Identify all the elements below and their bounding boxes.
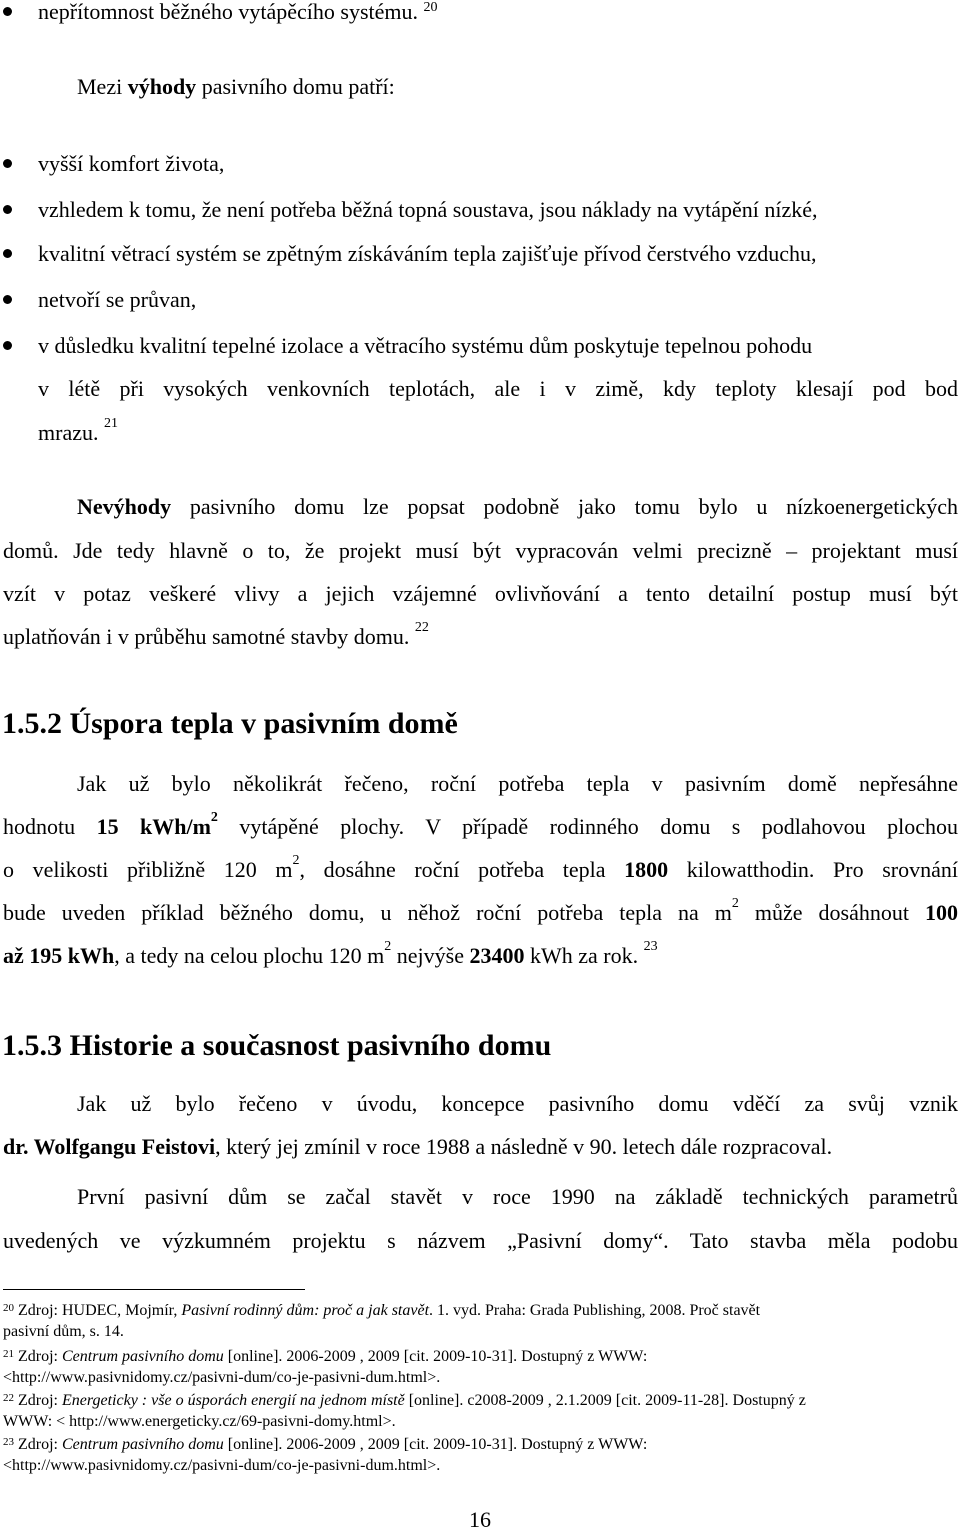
footnote-ref: 23 (643, 939, 658, 954)
list-item-text: v důsledku kvalitní tepelné izolace a větracího systému dům poskytuje tepelnou pohodu (38, 333, 813, 358)
list-item-text: vzhledem k tomu, že není potřeba běžná topná soustava, jsou náklady na vytápění nízké, (38, 197, 818, 222)
bullet-icon (3, 341, 12, 350)
footnote-23: $^{23}$ Zdroj: Centrum pasivního domu [online]. 2006-2009 , 2009 [cit. 2009-10-31]. Dostupný z WWW: <http://www.pasivnidomy.cz/pasivni-dum/co-je-pasivni-dum.html>. (3, 1436, 648, 1474)
footnote-ref: 21 (103, 416, 118, 431)
advantages-intro: Mezi výhody pasivního domu patří: (77, 74, 395, 99)
list-item-continuation: v létě při vysokých venkovních teplotách, ale i v zimě, kdy teploty klesají pod bod (38, 376, 958, 401)
bullet-icon (3, 159, 12, 168)
list-item-text: kvalitní větrací systém se zpětným získáváním tepla zajišťuje přívod čerstvého vzduchu, (38, 241, 817, 266)
bullet-icon (3, 295, 12, 304)
list-item-text: netvoří se průvan, (38, 287, 197, 312)
footnote-divider (3, 1289, 305, 1290)
list-item-text: nepřítomnost běžného vytápěcího systému. $^{20}$ (38, 0, 438, 24)
list-item-continuation: mrazu. $^{21}$ (38, 416, 118, 445)
section-heading: 1.5.3 Historie a současnost pasivního domu (2, 1029, 552, 1062)
footnote-22: $^{22}$ Zdroj: Energeticky : vše o úsporách energií na jednom místě [online]. c2008-2009 , 2.1.2009 [cit. 2009-11-28]. Dostupný z WWW: < http://www.energeticky.cz/69-pasivni-domy.html>. (3, 1392, 806, 1430)
footnote-21: $^{21}$ Zdroj: Centrum pasivního domu [online]. 2006-2009 , 2009 [cit. 2009-10-31]. Dostupný z WWW: <http://www.pasivnidomy.cz/pasivni-dum/co-je-pasivni-dum.html>. (3, 1348, 648, 1386)
bullet-icon (3, 7, 12, 16)
footnote-ref: 22 (414, 620, 429, 635)
footnote-ref: 20 (423, 0, 438, 15)
page-number: 16 (469, 1507, 491, 1532)
list-item-text: vyšší komfort života, (38, 151, 225, 176)
section-heading: 1.5.2 Úspora tepla v pasivním domě (2, 707, 458, 740)
bullet-icon (3, 205, 12, 214)
bullet-icon (3, 249, 12, 258)
footnote-20: $^{20}$ Zdroj: HUDEC, Mojmír, Pasivní rodinný dům: proč a jak stavět. 1. vyd. Praha: Grada Publishing, 2008. Proč stavět pasivní dům, s. 14. (3, 1302, 761, 1340)
